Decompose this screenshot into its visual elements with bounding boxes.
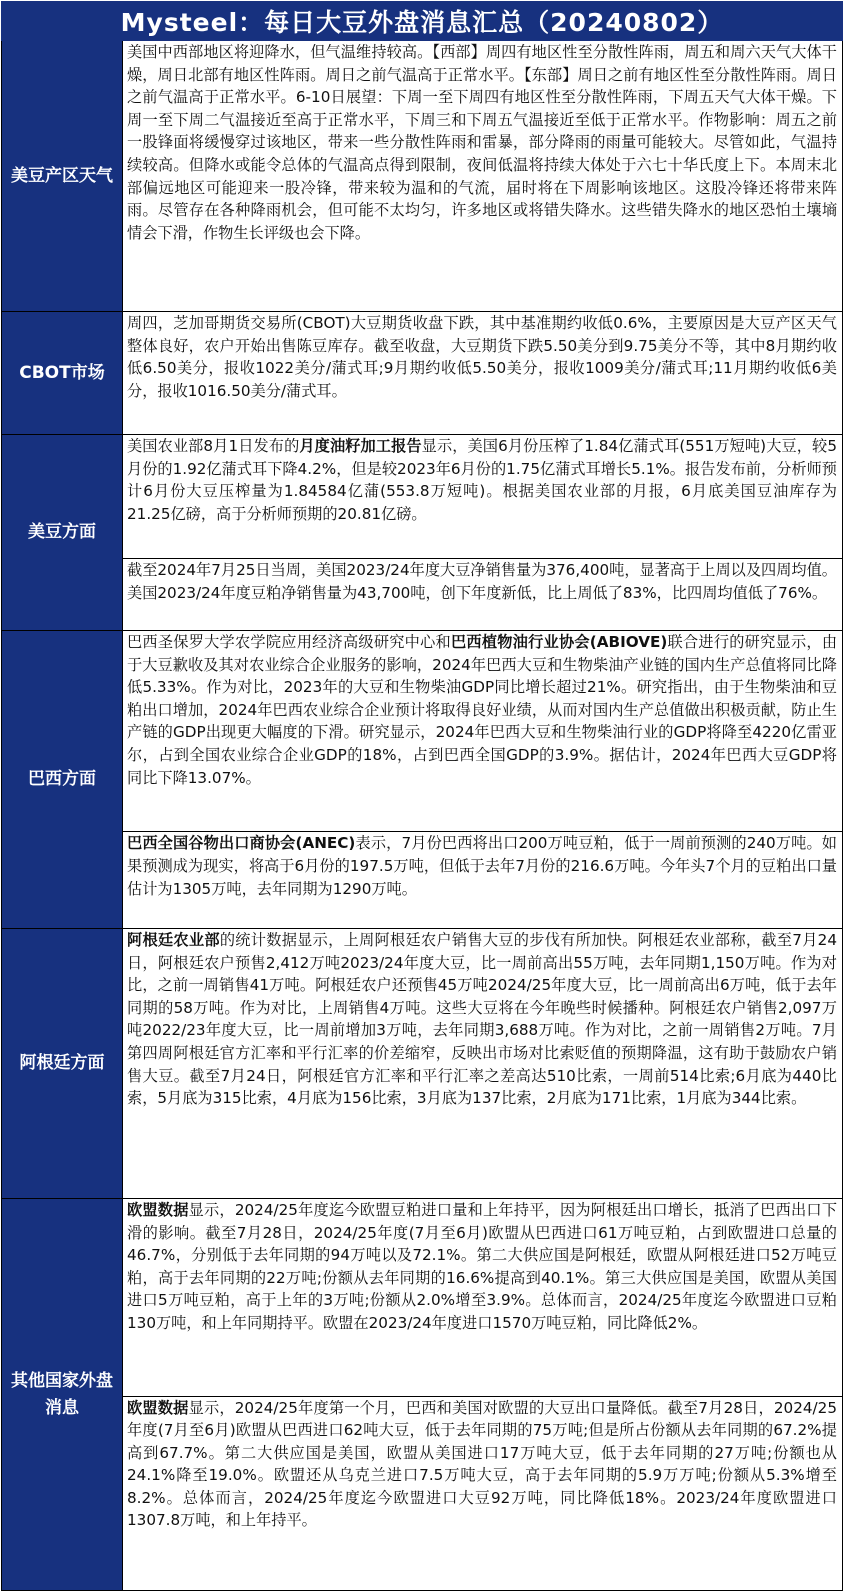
paragraph-lead: 巴西植物油行业协会(ABIOVE) — [450, 633, 668, 651]
section-cbot — [1, 312, 843, 435]
section-content — [123, 1199, 842, 1590]
paragraph-text: 显示，2024/25年度第一个月，巴西和美国对欧盟的大豆出口量降低。截至7月28日，2024/25年度(7月至6月)欧盟从巴西进口62吨大豆，低于去年同期的75万吨;但是所占份额从去年同期的67.2%提高到67.7%。第二大供应国是美国，欧盟从美国进口17万吨大豆，低于去年同期的27万吨;份额也从24.1%降至19.0%。欧盟还从乌克兰进口7.5万吨大豆，高于去年同期的5.9万万吨;份额从5.3%增至8.2%。总体而言，2024/25年度迄今欧盟进口大豆92万吨，同比降低18%。2023/24年度欧盟进口1307.8万吨，和上年持平。 — [127, 1398, 837, 1530]
report-sheet — [1, 1, 843, 1592]
paragraph-lead: 月度油籽加工报告 — [299, 437, 422, 455]
paragraph-text: 截至2024年7月25日当周，美国2023/24年度大豆净销售量为376,400吨，显著高于上周以及四周均值。美国2023/24年度豆粕净销售量为43,700吨，创下年度新低，比上周低了83%，比四周均值低了76%。 — [127, 561, 837, 602]
section-argentina — [1, 929, 843, 1199]
paragraph-prefix: 巴西圣保罗大学农学院应用经济高级研究中心和 — [127, 633, 451, 651]
page-title: Mysteel：每日大豆外盘消息汇总（20240802） — [1, 1, 843, 41]
paragraph-text: 显示，美国6月份压榨了1.84亿蒲式耳(551万短吨)大豆，较5月份的1.92亿蒲式耳下降4.2%，但是较2023年6月份的1.75亿蒲式耳增长5.1%。报告发布前，分析师预计6月份大豆压榨量为1.84584亿蒲(553.8万短吨)。根据美国农业部的月报，6月底美国豆油库存为21.25亿磅，高于分析师预期的20.81亿磅。 — [127, 437, 838, 523]
section-content — [123, 631, 842, 928]
section-content — [123, 41, 842, 311]
news-paragraph — [123, 929, 842, 1198]
news-paragraph — [123, 435, 842, 558]
section-label: 美豆方面 — [2, 435, 123, 630]
paragraph-text: 联合进行的研究显示，由于大豆歉收及其对农业综合企业服务的影响，2024年巴西大豆和生物柴油产业链的国内生产总值将同比降低5.33%。作为对比，2023年的大豆和生物柴油GDP同比增长超过21%。研究指出，由于生物柴油和豆粕出口增加，2024年巴西农业综合企业预计将取得良好业绩，从而对国内生产总值做出积极贡献，防止生产链的GDP出现更大幅度的下滑。研究显示，2024年巴西大豆和生物柴油行业的GDP将降至4220亿雷亚尔，占到全国农业综合企业GDP的18%，占到巴西全国GDP的3.9%。据估计，2024年巴西大豆GDP将同比下降13.07%。 — [127, 633, 838, 787]
news-paragraph — [123, 41, 842, 311]
section-weather — [1, 41, 843, 312]
paragraph-text: 美国中西部地区将迎降水，但气温维持较高。【西部】周四有地区性至分散性阵雨，周五和周六天气大体干燥，周日北部有地区性阵雨。周日之前气温高于正常水平。【东部】周日之前有地区性至分散性阵雨。周日之前气温高于正常水平。6-10日展望：下周一至下周四有地区性至分散性阵雨，下周五天气大体干燥。下周一至下周二气温接近至高于正常水平，下周三和下周五气温接近至低于正常水平。作物影响：周五之前一股锋面将缓慢穿过该地区，带来一些分散性阵雨和雷暴，部分降雨的雨量可能较大。尽管如此，气温持续较高。但降水或能令总体的气温高点得到限制，夜间低温将持续大体处于六七十华氏度上下。本周末北部偏远地区可能迎来一股冷锋，带来较为温和的气流，届时将在下周影响该地区。这股冷锋还将带来阵雨。尽管存在各种降雨机会，但可能不太均匀，许多地区或将错失降水。这些错失降水的地区恐怕土壤墒情会下滑，作物生长评级也会下降。 — [127, 43, 837, 242]
paragraph-text: 表示，7月份巴西将出口200万吨豆粕，低于一周前预测的240万吨。如果预测成为现实，将高于6月份的197.5万吨，但低于去年7月份的216.6万吨。今年头7个月的豆粕出口量估计为1305万吨，去年同期为1290万吨。 — [127, 834, 837, 898]
section-content — [123, 929, 842, 1198]
paragraph-text: 显示，2024/25年度迄今欧盟豆粕进口量和上年持平，因为阿根廷出口增长，抵消了巴西出口下滑的影响。截至7月28日，2024/25年度(7月至6月)欧盟从巴西进口61万吨豆粕，占到欧盟进口总量的46.7%，分别低于去年同期的94万吨以及72.1%。第二大供应国是阿根廷，欧盟从阿根廷进口52万吨豆粕，高于去年同期的22万吨;份额从去年同期的16.6%提高到40.1%。第三大供应国是美国，欧盟从美国进口5万吨豆粕，高于上年的3万吨;份额从2.0%增至3.9%。总体而言，2024/25年度迄今欧盟进口豆粕130万吨，和上年同期持平。欧盟在2023/24年度进口1570万吨豆粕，同比降低2%。 — [127, 1201, 838, 1332]
paragraph-text: 的统计数据显示，上周阿根廷农户销售大豆的步伐有所加快。阿根廷农业部称，截至7月24日，阿根廷农户预售2,412万吨2023/24年度大豆，比一周前高出55万吨，去年同期1,150万吨。作为对比，之前一周销售41万吨。阿根廷农户还预售45万吨2024/25年度大豆，比一周前高出6万吨，低于去年同期的58万吨。作为对比，上周销售4万吨。这些大豆将在今年晚些时候播种。阿根廷农户销售2,097万吨2022/23年度大豆，比一周前增加3万吨，去年同期3,688万吨。作为对比，之前一周销售2万吨。7月第四周阿根廷官方汇率和平行汇率的价差缩窄，反映出市场对比索贬值的预期降温，这有助于鼓励农户销售大豆。截至7月24日，阿根廷官方汇率和平行汇率之差高达510比索，一周前514比索;6月底为440比索，5月底为315比索，4月底为156比索，3月底为137比索，2月底为171比索，1月底为344比索。 — [127, 931, 837, 1108]
news-paragraph — [123, 312, 842, 434]
section-label: 其他国家外盘消息 — [2, 1199, 123, 1590]
paragraph-text: 周四，芝加哥期货交易所(CBOT)大豆期货收盘下跌，其中基准期约收低0.6%，主要原因是大豆产区天气整体良好，农户开始出售陈豆库存。截至收盘，大豆期货下跌5.50美分到9.75美分不等，其中8月期约收低6.50美分，报收1022美分/蒲式耳;9月期约收低5.50美分，报收1009美分/蒲式耳;11月期约收低6美分，报收1016.50美分/蒲式耳。 — [127, 314, 837, 400]
paragraph-lead: 阿根廷农业部 — [127, 931, 220, 949]
section-us-soybean — [1, 435, 843, 631]
news-paragraph — [123, 831, 842, 928]
paragraph-prefix: 美国农业部8月1日发布的 — [127, 437, 300, 455]
section-other-countries — [1, 1199, 843, 1591]
section-label: 阿根廷方面 — [2, 929, 123, 1198]
section-label: 巴西方面 — [2, 631, 123, 928]
paragraph-lead: 巴西全国谷物出口商协会(ANEC) — [127, 834, 356, 853]
section-brazil — [1, 631, 843, 929]
section-label: 美豆产区天气 — [2, 41, 123, 311]
news-paragraph — [123, 1199, 842, 1396]
news-paragraph — [123, 1396, 842, 1591]
section-content — [123, 312, 842, 434]
news-paragraph — [123, 558, 842, 630]
section-content — [123, 435, 842, 630]
paragraph-lead: 欧盟数据 — [127, 1398, 189, 1417]
paragraph-lead: 欧盟数据 — [127, 1201, 189, 1219]
news-paragraph — [123, 631, 842, 831]
section-label: CBOT市场 — [2, 312, 123, 434]
